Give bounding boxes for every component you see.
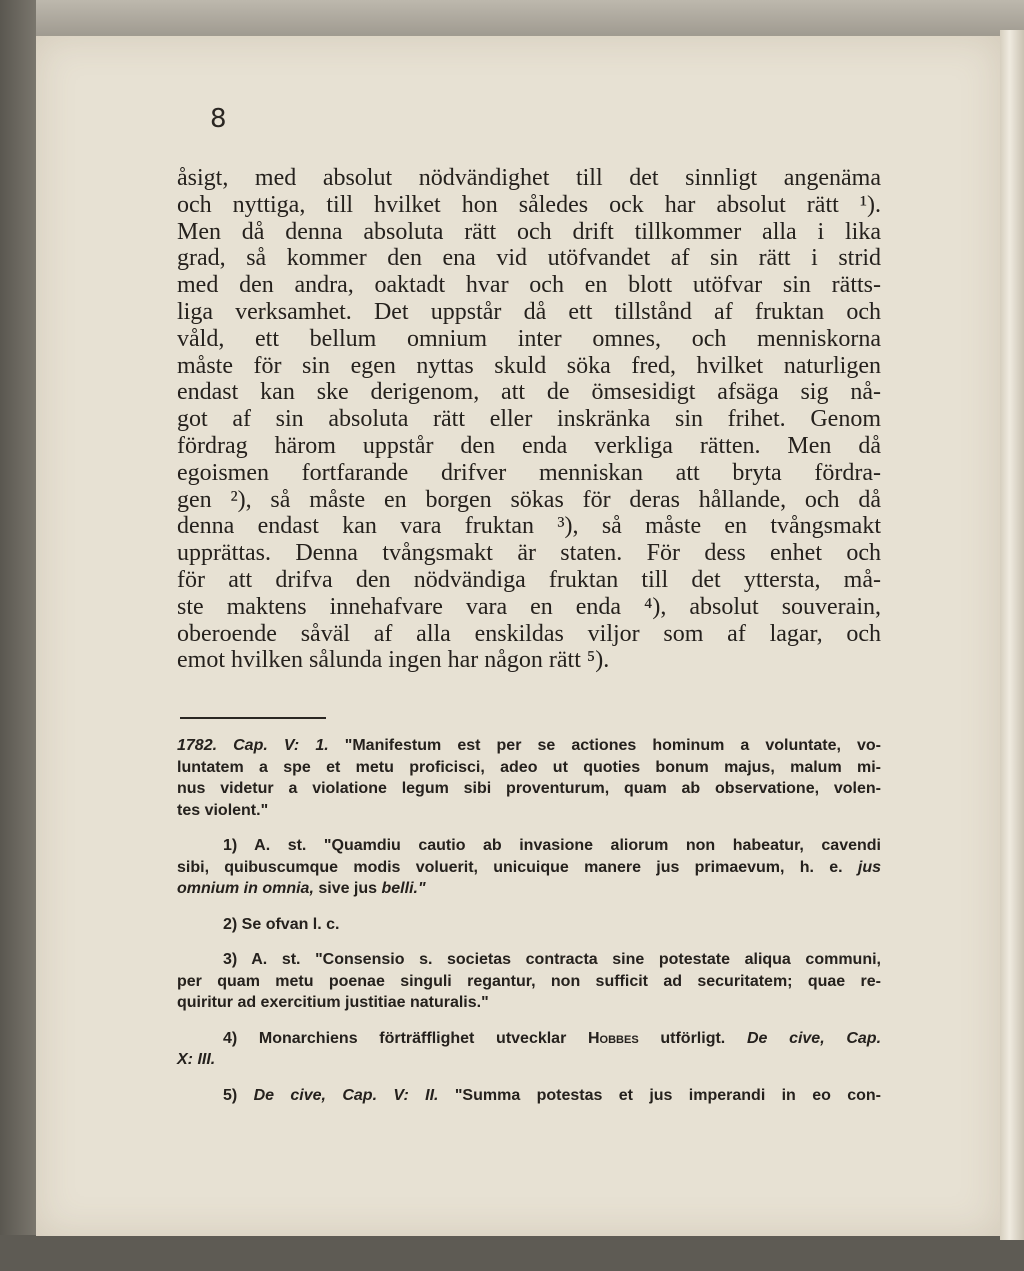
footnote-text: De cive, <box>746 1029 825 1047</box>
text-line: våld, ett bellum omnium inter omnes, och menniskorna <box>177 325 881 352</box>
text-line: liga verksamhet. Det uppstår då ett tillstånd af fruktan och <box>177 298 881 325</box>
text-line: oberoende såväl af alla enskildas viljor som af lagar, och <box>177 620 881 647</box>
citation-reference: 1782. Cap. V: 1. <box>177 737 329 754</box>
footnote-text: 2) Se ofvan l. c. <box>223 915 340 933</box>
footnote-text: 4) Monarchiens förträfflighet utvecklar <box>223 1029 567 1047</box>
footnote-text: quiritur ad exercitium justitiae naturalis." <box>177 994 489 1011</box>
footnote-text: "Summa potestas et jus imperandi in eo con- <box>454 1086 881 1104</box>
text-line: grad, så kommer den ena vid utöfvandet af sin rätt i strid <box>177 245 881 272</box>
text-line: för att drifva den nödvändiga fruktan till det yttersta, må- <box>177 566 881 593</box>
text-line: egoismen fortfarande drifver menniskan att bryta fördra- <box>177 459 881 486</box>
text-line: med den andra, oaktadt hvar och en blott utöfvar sin rätts- <box>177 272 881 299</box>
main-text <box>177 165 881 674</box>
scan-background-left <box>0 0 36 1271</box>
text-line: och nyttiga, till hvilket hon således ock har absolut rätt ¹). <box>177 191 881 218</box>
text-line: fördrag härom uppstår den enda verkliga rätten. Men då <box>177 432 881 459</box>
footnote-citation <box>177 735 881 821</box>
footnote-text: utförligt. <box>660 1029 726 1047</box>
footnote-separator <box>180 717 326 719</box>
scan-background-bottom <box>0 1235 1024 1271</box>
text-line: Men då denna absoluta rätt och drift tillkommer alla i lika <box>177 218 881 245</box>
footnote-text: luntatem a spe et metu proficisci, adeo ut quoties bonum majus, malum mi- <box>177 758 881 776</box>
text-line: gen ²), så måste en borgen sökas för deras hållande, och då <box>177 486 881 513</box>
footnote-5 <box>177 1085 881 1107</box>
text-line: måste för sin egen nyttas skuld söka fred, hvilket naturligen <box>177 352 881 379</box>
footnote-4 <box>177 1028 881 1071</box>
footnote-text: nus videtur a violatione legum sibi proventurum, quam ab observatione, volen- <box>177 780 881 797</box>
text-line: got af sin absoluta rätt eller inskränka sin frihet. Genom <box>177 406 881 433</box>
footnote-2 <box>177 914 881 936</box>
footnote-text: omnium in omnia, <box>177 880 314 897</box>
scan-background-top <box>0 0 1024 40</box>
text-line: denna endast kan vara fruktan ³), så måste en tvångsmakt <box>177 513 881 540</box>
author-name: Hobbes <box>588 1029 639 1047</box>
text-line: upprättas. Denna tvångsmakt är staten. För dess enhet och <box>177 540 881 567</box>
text-line: ste maktens innehafvare vara en enda ⁴), absolut souverain, <box>177 593 881 620</box>
footnote-text: belli." <box>381 880 426 897</box>
text-line: åsigt, med absolut nödvändighet till det sinnligt angenäma <box>177 165 881 191</box>
footnote-text: X: III. <box>177 1051 216 1068</box>
footnote-text: Cap. <box>846 1029 882 1047</box>
footnote-text: jus <box>857 858 881 876</box>
footnote-text: 3) A. st. "Consensio s. societas contracta sine potestate aliqua communi, <box>223 951 881 968</box>
footnote-text: 1) A. st. "Quamdiu cautio ab invasione aliorum non habeatur, cavendi <box>223 837 881 854</box>
page-number: 8 <box>210 104 227 134</box>
footnotes <box>177 735 881 1120</box>
footnote-number: 5) <box>223 1086 238 1104</box>
text-line: emot hvilken sålunda ingen har någon rätt ⁵). <box>177 647 610 674</box>
footnote-text: sibi, quibuscumque modis voluerit, unicuique manere jus primaevum, h. e. <box>177 858 843 876</box>
text-line: endast kan ske derigenom, att de ömsesidigt afsäga sig nå- <box>177 379 881 406</box>
footnote-text: De cive, Cap. V: II. <box>253 1086 439 1104</box>
footnote-text: tes violent." <box>177 801 269 819</box>
footnote-1 <box>177 835 881 900</box>
footnote-text: per quam metu poenae singuli regantur, non sufficit ad securitatem; quae re- <box>177 972 881 990</box>
footnote-text: sive jus <box>318 880 378 897</box>
facing-page-edge <box>1000 30 1024 1240</box>
footnote-3 <box>177 949 881 1014</box>
footnote-text: "Manifestum est per se actiones hominum a voluntate, vo- <box>344 737 882 754</box>
